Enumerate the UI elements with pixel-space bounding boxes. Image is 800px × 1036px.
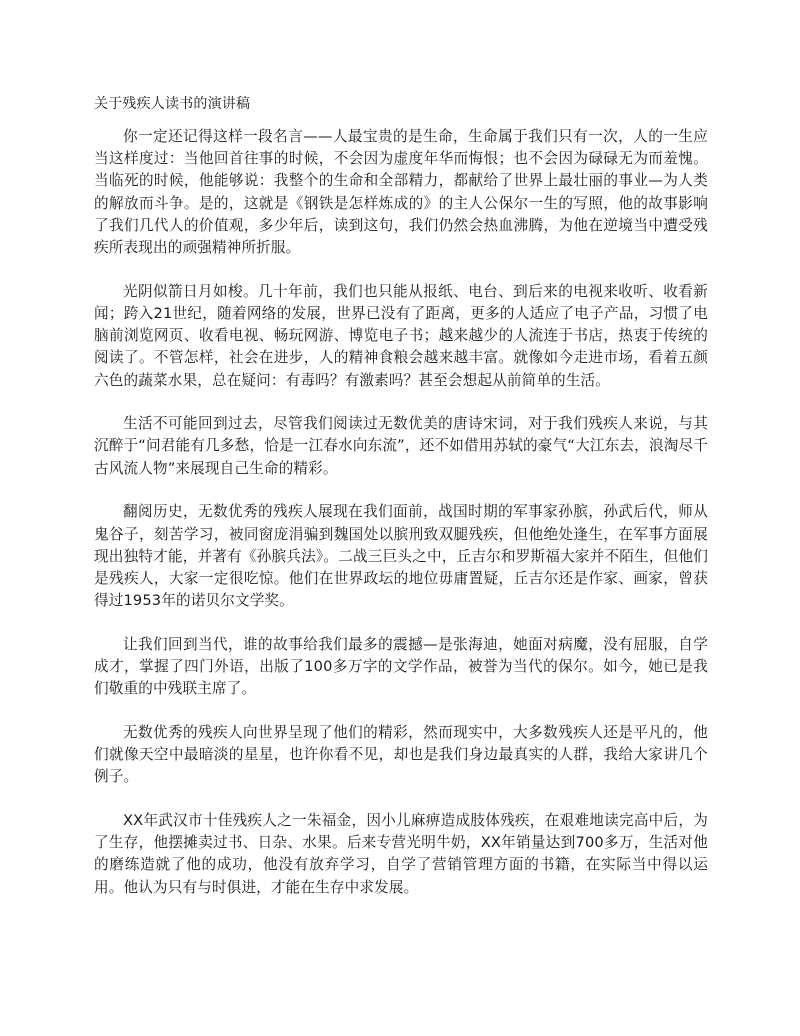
paragraph-5: 让我们回到当代，谁的故事给我们最多的震撼—是张海迪，她面对病魔，没有屈服，自学成才，掌握了四门外语，出版了100多万字的文学作品，被誉为当代的保尔。如今，她已是我们敬重的中残联主席了。 <box>94 635 708 698</box>
paragraph-1: 你一定还记得这样一段名言——人最宝贵的是生命，生命属于我们只有一次，人的一生应当这样度过：当他回首往事的时候，不会因为虚度年华而悔恨；也不会因为碌碌无为而羞愧。当临死的时候，他能够说：我整个的生命和全部精力，都献给了世界上最壮丽的事业—为人类的解放而斗争。是的，这就是《钢铁是怎样炼成的》的主人公保尔一生的写照，他的故事影响了我们几代人的价值观，多少年后，读到这句，我们仍然会热血沸腾，为他在逆境当中遭受残疾所表现出的顽强精神所折服。 <box>94 128 708 257</box>
paragraph-7: XX年武汉市十佳残疾人之一朱福金，因小儿麻痹造成肢体残疾，在艰难地读完高中后，为了生存，他摆摊卖过书、日杂、水果。后来专营光明牛奶，XX年销量达到700多万，生活对他的磨练造就了他的成功，他没有放弃学习，自学了营销管理方面的书籍，在实际当中得以运用。他认为只有与时俱进，才能在生存中求发展。 <box>94 812 708 896</box>
document-title: 关于残疾人读书的演讲稿 <box>94 96 251 112</box>
paragraph-2: 光阴似箭日月如梭。几十年前，我们也只能从报纸、电台、到后来的电视来收听、收看新闻；跨入21世纪，随着网络的发展，世界已没有了距离，更多的人适应了电子产品，习惯了电脑前浏览网页、收看电视、畅玩网游、博览电子书；越来越少的人流连于书店，热衷于传统的阅读了。不管怎样，社会在进步，人的精神食粮会越来越丰富。就像如今走进市场，看着五颜六色的蔬菜水果，总在疑问：有毒吗？有激素吗？甚至会想起从前简单的生活。 <box>94 282 708 389</box>
paragraph-3: 生活不可能回到过去，尽管我们阅读过无数优美的唐诗宋词，对于我们残疾人来说，与其沉醉于“问君能有几多愁，恰是一江春水向东流”，还不如借用苏轼的豪气“大江东去，浪淘尽千古风流人物”来展现自己生命的精彩。 <box>94 415 708 477</box>
paragraph-6: 无数优秀的残疾人向世界呈现了他们的精彩，然而现实中，大多数残疾人还是平凡的，他们就像天空中最暗淡的星星，也许你看不见，却也是我们身边最真实的人群，我给大家讲几个例子。 <box>94 723 708 786</box>
paragraph-4: 翻阅历史，无数优秀的残疾人展现在我们面前，战国时期的军事家孙膑，孙武后代，师从鬼谷子，刻苦学习，被同窗庞涓骗到魏国处以膑刑致双腿残疾，但他绝处逢生，在军事方面展现出独特才能，并著有《孙膑兵法》。二战三巨头之中，丘吉尔和罗斯福大家并不陌生，但他们是残疾人，大家一定很吃惊。他们在世界政坛的地位毋庸置疑，丘吉尔还是作家、画家，曾获得过1953年的诺贝尔文学奖。 <box>94 503 708 610</box>
